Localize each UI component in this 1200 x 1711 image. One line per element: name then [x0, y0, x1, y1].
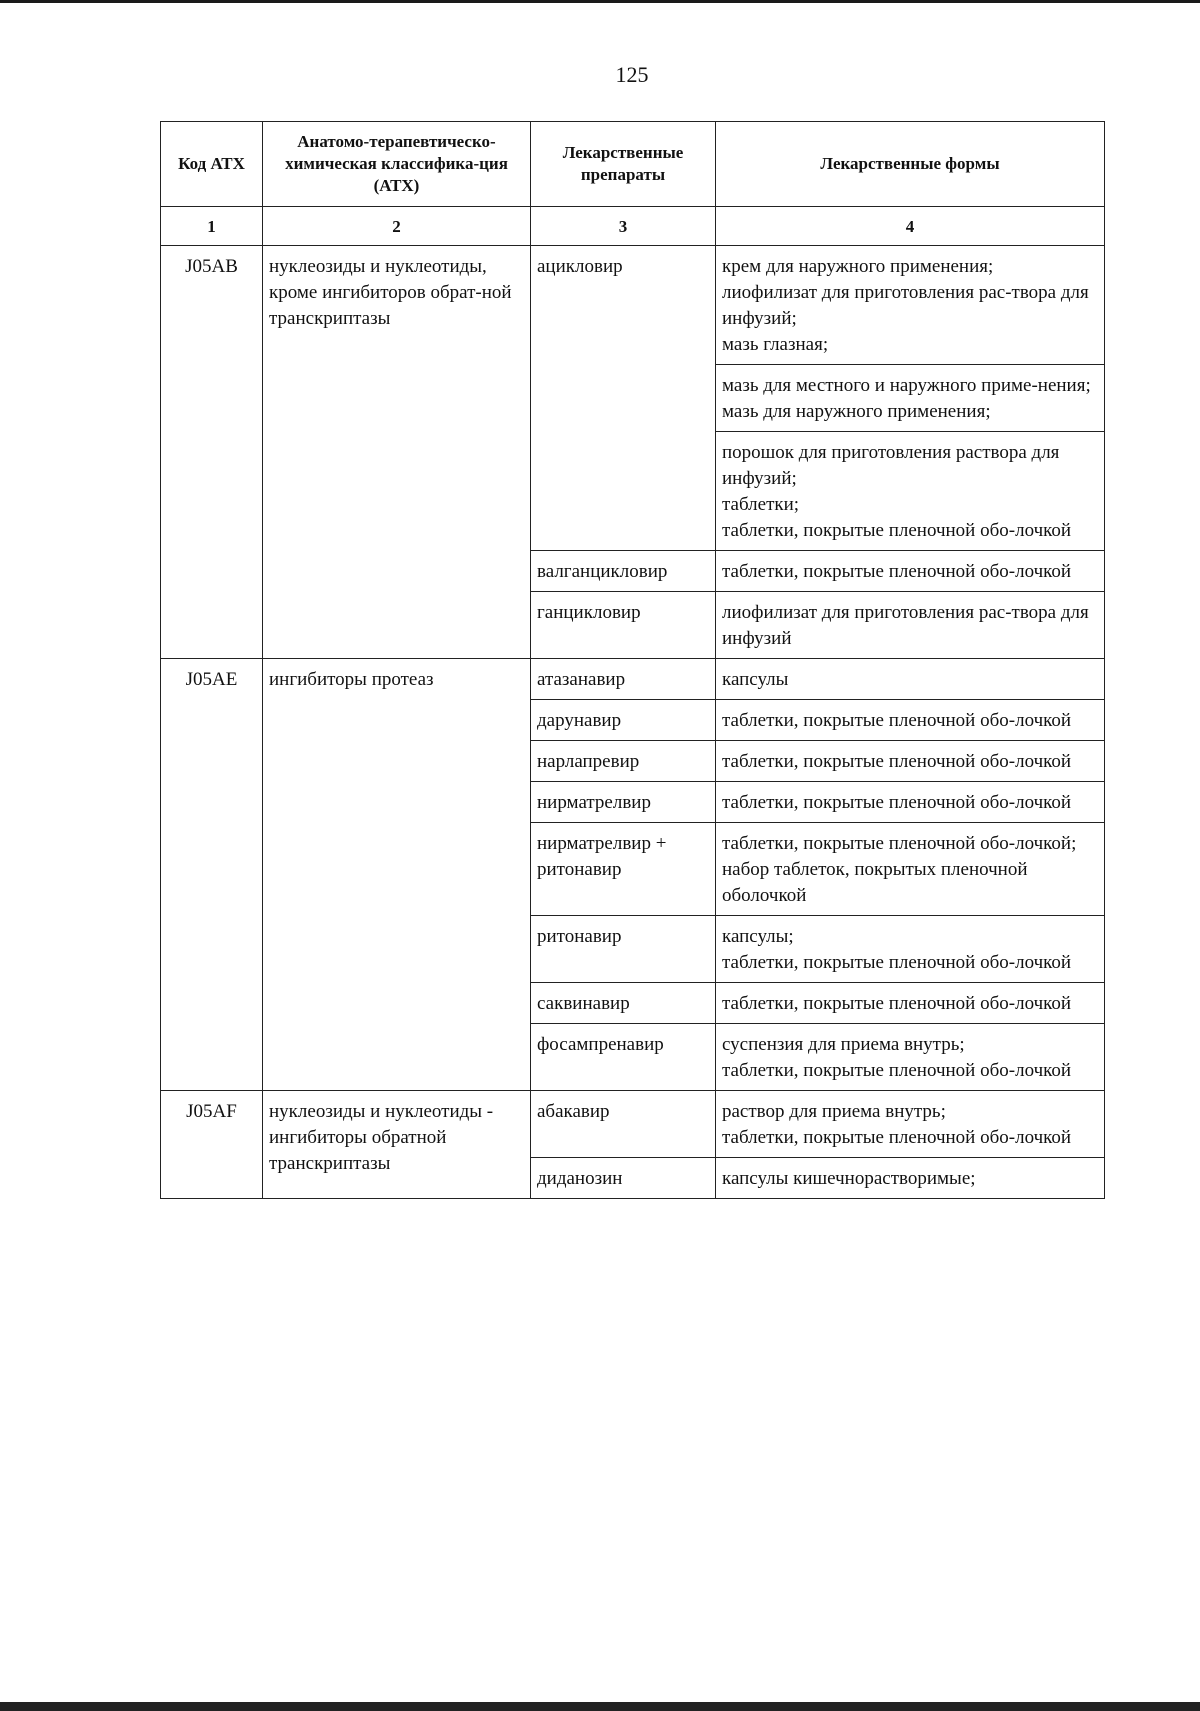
- dosage-form-line: капсулы: [722, 669, 789, 690]
- header-row: [161, 122, 1105, 207]
- dosage-form-line: мазь для местного и наружного приме-нения;: [722, 375, 1091, 396]
- dosage-forms-cell: [716, 551, 1105, 592]
- dosage-form-line: таблетки, покрытые пленочной обо-лочкой: [722, 561, 1072, 582]
- dosage-form-line: таблетки;: [722, 494, 800, 515]
- column-number: 2: [263, 207, 531, 246]
- dosage-forms-cell: [716, 1091, 1105, 1158]
- dosage-form-line: мазь для наружного применения;: [722, 401, 991, 422]
- table-body: [161, 207, 1105, 1199]
- atx-table: [160, 121, 1105, 1199]
- dosage-forms-cell: [716, 823, 1105, 916]
- atx-code-cell: J05AB: [161, 246, 263, 659]
- drug-name-cell: валганцикловир: [531, 551, 716, 592]
- dosage-forms-cell: [716, 700, 1105, 741]
- dosage-forms-cell: [716, 983, 1105, 1024]
- dosage-form-line: таблетки, покрытые пленочной обо-лочкой: [722, 1060, 1072, 1081]
- dosage-form-line: таблетки, покрытые пленочной обо-лочкой: [722, 520, 1072, 541]
- dosage-form-line: капсулы;: [722, 926, 794, 947]
- drug-name-cell: абакавир: [531, 1091, 716, 1158]
- atx-code-cell: J05AE: [161, 659, 263, 1091]
- header-classification: Анатомо-терапевтическо-химическая классифика-ция (АТХ): [263, 122, 531, 207]
- dosage-forms-cell: [716, 1158, 1105, 1199]
- dosage-form-line: лиофилизат для приготовления рас-твора для инфузий: [722, 602, 1089, 649]
- dosage-form-line: таблетки, покрытые пленочной обо-лочкой: [722, 710, 1072, 731]
- dosage-form-line: таблетки, покрытые пленочной обо-лочкой: [722, 792, 1072, 813]
- dosage-form-line: лиофилизат для приготовления рас-твора для инфузий;: [722, 282, 1089, 329]
- atx-classification-cell: нуклеозиды и нуклеотиды, кроме ингибиторов обрат-ной транскриптазы: [263, 246, 531, 659]
- dosage-form-line: капсулы кишечнорастворимые;: [722, 1168, 976, 1189]
- dosage-forms-cell: [716, 1024, 1105, 1091]
- header-forms: Лекарственные формы: [716, 122, 1105, 207]
- dosage-form-line: таблетки, покрытые пленочной обо-лочкой: [722, 993, 1072, 1014]
- scan-edge-top: [0, 0, 1200, 3]
- drug-name-cell: саквинавир: [531, 983, 716, 1024]
- drug-name-cell: ритонавир: [531, 916, 716, 983]
- dosage-forms-cell: [716, 246, 1105, 365]
- dosage-form-line: таблетки, покрытые пленочной обо-лочкой: [722, 952, 1072, 973]
- drug-name-cell: ацикловир: [531, 246, 716, 551]
- dosage-forms-cell: [716, 916, 1105, 983]
- dosage-form-line: крем для наружного применения;: [722, 256, 994, 277]
- dosage-form-line: раствор для приема внутрь;: [722, 1101, 946, 1122]
- dosage-forms-cell: [716, 365, 1105, 432]
- drug-name-cell: нирматрелвир: [531, 782, 716, 823]
- dosage-form-line: порошок для приготовления раствора для инфузий;: [722, 442, 1060, 489]
- atx-code-cell: J05AF: [161, 1091, 263, 1199]
- header-code: Код АТХ: [161, 122, 263, 207]
- table-row: [161, 659, 1105, 700]
- dosage-form-line: набор таблеток, покрытых пленочной оболочкой: [722, 859, 1028, 906]
- drug-name-cell: дарунавир: [531, 700, 716, 741]
- table-row: [161, 246, 1105, 365]
- dosage-forms-cell: [716, 432, 1105, 551]
- atx-classification-cell: нуклеозиды и нуклеотиды - ингибиторы обратной транскриптазы: [263, 1091, 531, 1199]
- drug-name-cell: ганцикловир: [531, 592, 716, 659]
- drug-name-cell: атазанавир: [531, 659, 716, 700]
- scan-edge-bottom: [0, 1702, 1200, 1711]
- drug-name-cell: фосампренавир: [531, 1024, 716, 1091]
- column-number: 3: [531, 207, 716, 246]
- dosage-form-line: таблетки, покрытые пленочной обо-лочкой: [722, 751, 1072, 772]
- table-row: [161, 1091, 1105, 1158]
- dosage-form-line: таблетки, покрытые пленочной обо-лочкой: [722, 1127, 1072, 1148]
- atx-classification-cell: ингибиторы протеаз: [263, 659, 531, 1091]
- dosage-forms-cell: [716, 741, 1105, 782]
- dosage-forms-cell: [716, 659, 1105, 700]
- header-drugs: Лекарственные препараты: [531, 122, 716, 207]
- dosage-forms-cell: [716, 592, 1105, 659]
- page-number: 125: [615, 62, 649, 87]
- drug-name-cell: нарлапревир: [531, 741, 716, 782]
- dosage-form-line: суспензия для приема внутрь;: [722, 1034, 965, 1055]
- drug-name-cell: нирматрелвир + ритонавир: [531, 823, 716, 916]
- dosage-form-line: мазь глазная;: [722, 334, 829, 355]
- dosage-form-line: таблетки, покрытые пленочной обо-лочкой;: [722, 833, 1077, 854]
- dosage-forms-cell: [716, 782, 1105, 823]
- column-number: 4: [716, 207, 1105, 246]
- column-number-row: [161, 207, 1105, 246]
- column-number: 1: [161, 207, 263, 246]
- drug-name-cell: диданозин: [531, 1158, 716, 1199]
